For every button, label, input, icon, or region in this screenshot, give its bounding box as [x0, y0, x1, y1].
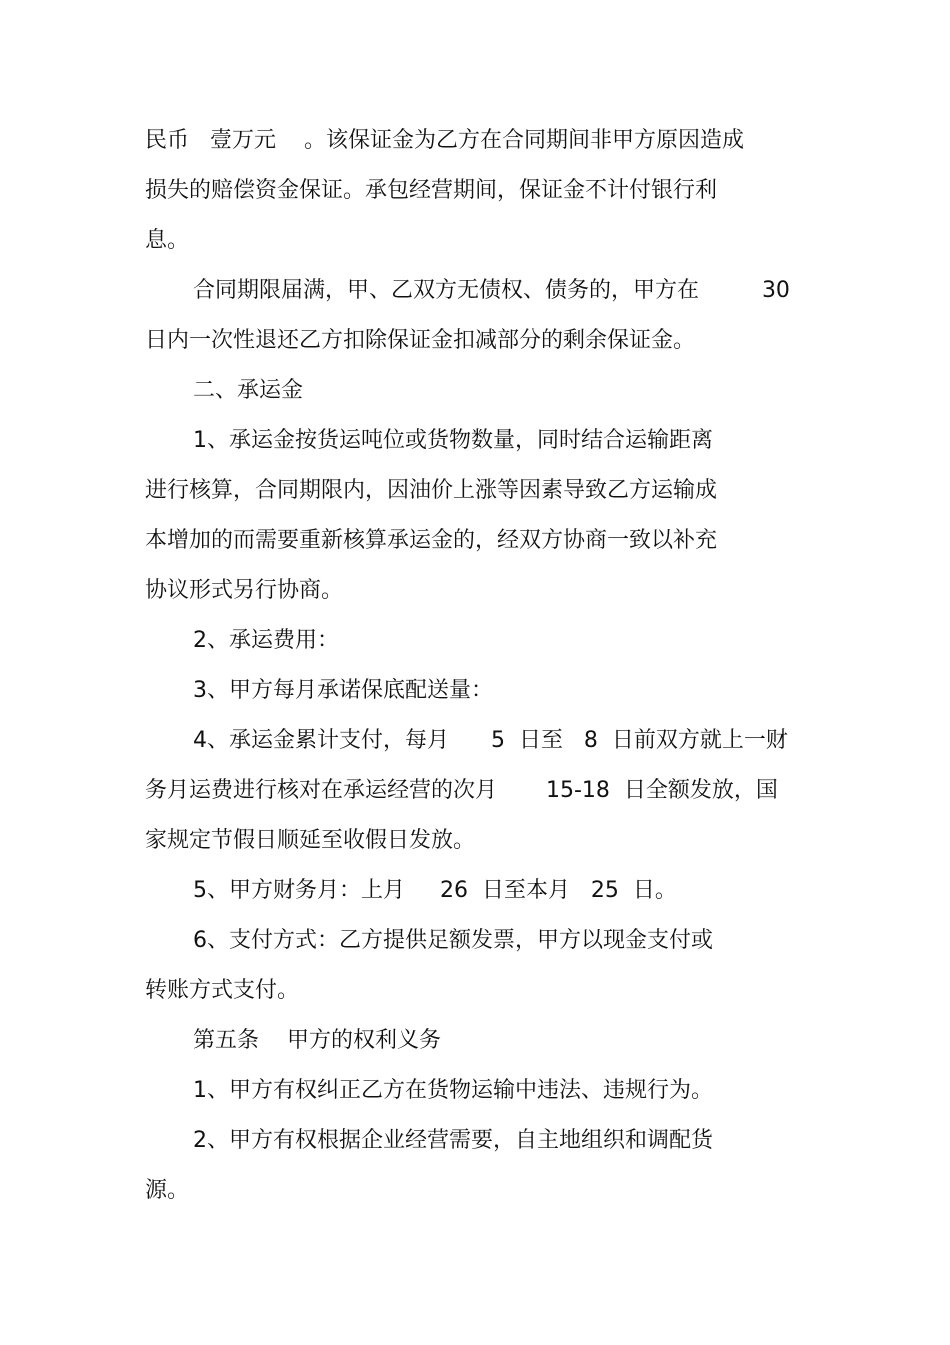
list-item: 4、承运金累计支付，每月 5 日至 8 日前双方就上一财	[193, 728, 788, 753]
text-line: 日内一次性退还乙方扣除保证金扣减部分的剩余保证金。	[145, 328, 696, 353]
list-item: 1、承运金按货运吨位或货物数量，同时结合运输距离	[193, 428, 713, 453]
text-line: 务月运费进行核对在承运经营的次月 15-18 日全额发放，国	[145, 778, 778, 803]
list-item: 6、支付方式：乙方提供足额发票，甲方以现金支付或	[193, 928, 713, 953]
list-item: 2、甲方有权根据企业经营需要，自主地组织和调配货	[193, 1128, 713, 1153]
text-line: 本增加的而需要重新核算承运金的，经双方协商一致以补充	[145, 528, 718, 553]
text-line: 民币 壹万元 。该保证金为乙方在合同期间非甲方原因造成	[145, 128, 744, 153]
text-line: 家规定节假日顺延至收假日发放。	[145, 828, 476, 853]
text-line: 息。	[145, 228, 190, 253]
list-item: 2、承运费用：	[193, 628, 339, 653]
article-heading: 第五条 甲方的权利义务	[193, 1028, 441, 1053]
section-heading: 二、承运金	[193, 378, 304, 403]
list-item: 3、甲方每月承诺保底配送量：	[193, 678, 493, 703]
text-line: 损失的赔偿资金保证。承包经营期间，保证金不计付银行利	[145, 178, 718, 203]
paragraph-line: 合同期限届满，甲、乙双方无债权、债务的，甲方在 30	[193, 278, 790, 303]
text-line: 进行核算，合同期限内，因油价上涨等因素导致乙方运输成	[145, 478, 718, 503]
text-line: 协议形式另行协商。	[145, 578, 344, 603]
list-item: 5、甲方财务月：上月 26 日至本月 25 日。	[193, 878, 677, 903]
text-line: 源。	[145, 1178, 190, 1203]
text-line: 转账方式支付。	[145, 978, 300, 1003]
list-item: 1、甲方有权纠正乙方在货物运输中违法、违规行为。	[193, 1078, 713, 1103]
